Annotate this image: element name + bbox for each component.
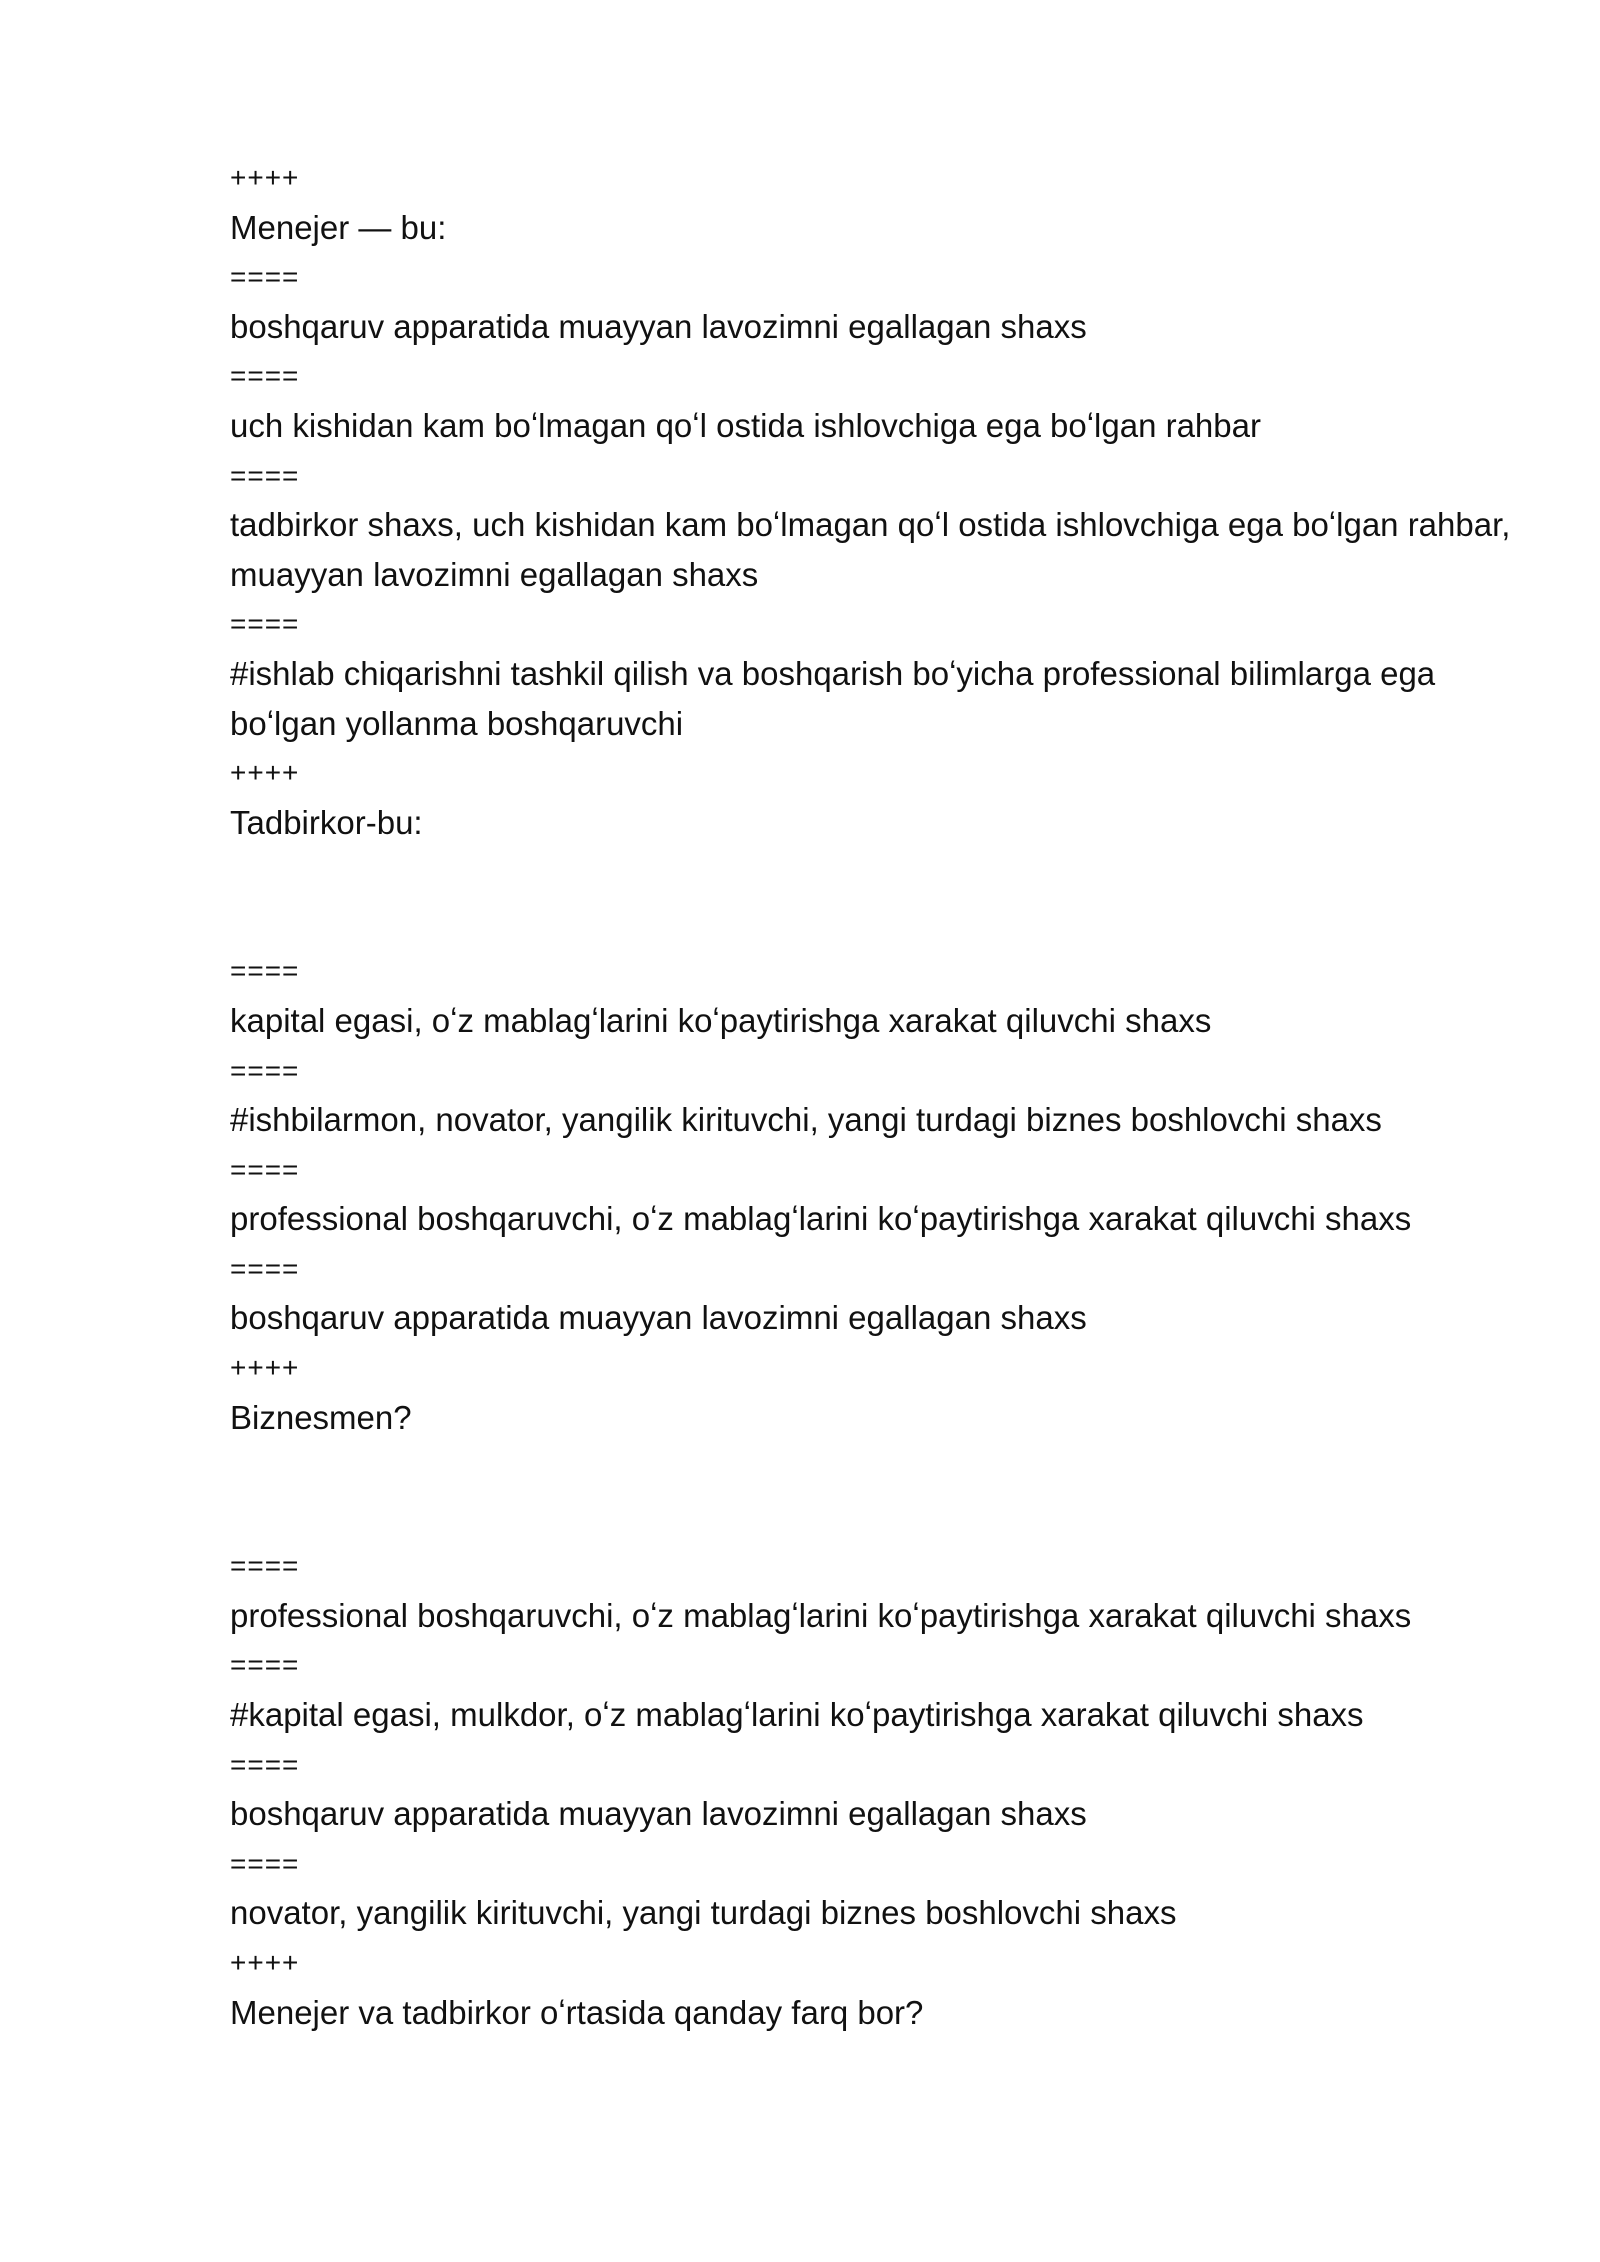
answer-option: professional boshqaruvchi, oʻz mablagʻlarini koʻpaytirishga xarakat qiluvchi shaxs bbox=[230, 1200, 1412, 1238]
answer-option: boshqaruv apparatida muayyan lavozimni egallagan shaxs bbox=[230, 1795, 1087, 1833]
question-block bbox=[230, 1343, 1520, 1938]
option-separator: ==== bbox=[230, 1748, 300, 1780]
option-separator: ==== bbox=[230, 459, 300, 491]
answer-option: kapital egasi, oʻz mablagʻlarini koʻpaytirishga xarakat qiluvchi shaxs bbox=[230, 1001, 1212, 1039]
question-block bbox=[230, 153, 1520, 748]
answer-option: tadbirkor shaxs, uch kishidan kam boʻlmagan qoʻl ostida ishlovchiga ega boʻlgan rahbar, muayyan lavozimni egallagan shaxs bbox=[230, 506, 1520, 593]
answer-option: novator, yangilik kirituvchi, yangi turdagi biznes boshlovchi shaxs bbox=[230, 1894, 1177, 1932]
question-block bbox=[230, 1938, 1520, 2037]
answer-option: uch kishidan kam boʻlmagan qoʻl ostida ishlovchiga ega boʻlgan rahbar bbox=[230, 406, 1261, 444]
question-text: Biznesmen? bbox=[230, 1398, 412, 1436]
question-marker: ++++ bbox=[230, 162, 300, 193]
blank-space bbox=[230, 847, 1520, 946]
answer-option: professional boshqaruvchi, oʻz mablagʻlarini koʻpaytirishga xarakat qiluvchi shaxs bbox=[230, 1596, 1412, 1634]
answer-option: boshqaruv apparatida muayyan lavozimni egallagan shaxs bbox=[230, 1299, 1087, 1337]
question-marker: ++++ bbox=[230, 1352, 300, 1384]
option-separator: ==== bbox=[230, 1847, 300, 1879]
answer-option: #ishlab chiqarishni tashkil qilish va boshqarish boʻyicha professional bilimlarga ega boʻlgan yollanma boshqaruvchi bbox=[230, 654, 1445, 742]
option-separator: ==== bbox=[230, 360, 300, 392]
option-separator: ==== bbox=[230, 608, 300, 640]
question-marker: ++++ bbox=[230, 1947, 300, 1978]
answer-option: #kapital egasi, mulkdor, oʻz mablagʻlarini koʻpaytirishga xarakat qiluvchi shaxs bbox=[230, 1696, 1364, 1734]
question-text: Menejer — bu: bbox=[230, 208, 447, 246]
option-separator: ==== bbox=[230, 1649, 300, 1681]
option-separator: ==== bbox=[230, 1252, 300, 1284]
question-block bbox=[230, 748, 1520, 1343]
option-separator: ==== bbox=[230, 955, 300, 987]
option-separator: ==== bbox=[230, 1153, 300, 1185]
question-text: Menejer va tadbirkor oʻrtasida qanday farq bor? bbox=[230, 1993, 924, 2031]
blank-space bbox=[230, 1442, 1520, 1541]
option-separator: ==== bbox=[230, 261, 300, 293]
option-separator: ==== bbox=[230, 1550, 300, 1582]
document-page bbox=[230, 153, 1520, 2037]
answer-option: boshqaruv apparatida muayyan lavozimni egallagan shaxs bbox=[230, 307, 1087, 345]
answer-option: #ishbilarmon, novator, yangilik kirituvchi, yangi turdagi biznes boshlovchi shaxs bbox=[230, 1101, 1382, 1139]
question-text: Tadbirkor-bu: bbox=[230, 803, 423, 841]
question-marker: ++++ bbox=[230, 757, 300, 789]
option-separator: ==== bbox=[230, 1054, 300, 1086]
